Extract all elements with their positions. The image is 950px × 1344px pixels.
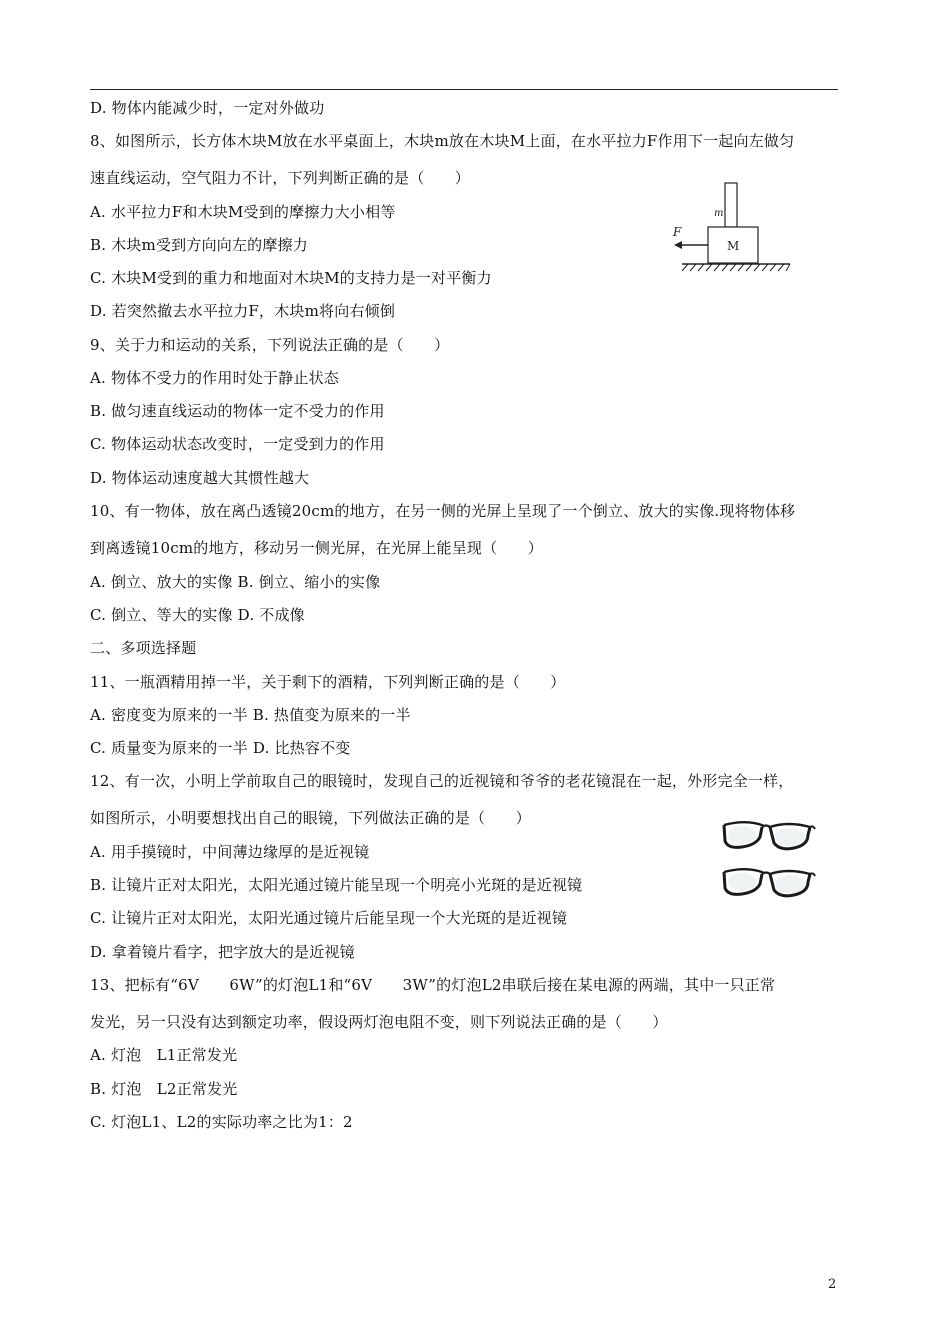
text-line: C. 物体运动状态改变时，一定受到力的作用: [90, 435, 385, 453]
force-arrowhead: [674, 241, 682, 249]
block-diagram: [668, 178, 794, 273]
label-m: m: [714, 208, 724, 219]
text-line: C. 木块M受到的重力和地面对木块M的支持力是一对平衡力: [90, 269, 492, 287]
text-line: D. 拿着镜片看字，把字放大的是近视镜: [90, 943, 355, 961]
text-line: A. 密度变为原来的一半 B. 热值变为原来的一半: [90, 706, 411, 724]
text-line: 12、有一次，小明上学前取自己的眼镜时，发现自己的近视镜和爷爷的老花镜混在一起，外形完全一样，: [90, 772, 794, 790]
text-line: D. 若突然撤去水平拉力F，木块m将向右倾倒: [90, 302, 396, 320]
text-line: 11、一瓶酒精用掉一半，关于剩下的酒精，下列判断正确的是（ ）: [90, 673, 566, 691]
text-line: 速直线运动，空气阻力不计，下列判断正确的是（ ）: [90, 169, 471, 187]
text-line: C. 让镜片正对太阳光，太阳光通过镜片后能呈现一个大光斑的是近视镜: [90, 909, 568, 927]
ground-hatching: [682, 264, 790, 271]
text-line: 到离透镜10cm的地方，移动另一侧光屏，在光屏上能呈现（ ）: [90, 539, 543, 557]
text-line: 13、把标有“6V 6W”的灯泡L1和“6V 3W”的灯泡L2串联后接在某电源的两端，其中一只正常: [90, 976, 776, 994]
small-block-m: [725, 183, 737, 227]
page-number: 2: [828, 1277, 837, 1292]
text-line: A. 灯泡 L1正常发光: [90, 1046, 238, 1064]
text-line: D. 物体内能减少时，一定对外做功: [90, 99, 325, 117]
text-line: 如图所示，小明要想找出自己的眼镜，下列做法正确的是（ ）: [90, 809, 531, 827]
text-line: D. 物体运动速度越大其惯性越大: [90, 469, 310, 487]
text-line: A. 倒立、放大的实像 B. 倒立、缩小的实像: [90, 573, 381, 591]
text-line: C. 质量变为原来的一半 D. 比热容不变: [90, 739, 351, 757]
text-line: B. 做匀速直线运动的物体一定不受力的作用: [90, 402, 385, 420]
glasses-icon: [718, 862, 816, 902]
section-heading: 二、多项选择题: [90, 639, 197, 657]
label-M: M: [727, 239, 740, 253]
glasses-icon: [718, 815, 816, 855]
text-line: C. 倒立、等大的实像 D. 不成像: [90, 606, 305, 624]
label-F: F: [673, 225, 682, 239]
text-line: B. 让镜片正对太阳光，太阳光通过镜片能呈现一个明亮小光斑的是近视镜: [90, 876, 583, 894]
text-line: C. 灯泡L1、L2的实际功率之比为1：2: [90, 1113, 353, 1131]
text-line: 9、关于力和运动的关系，下列说法正确的是（ ）: [90, 336, 450, 354]
text-line: B. 木块m受到方向向左的摩擦力: [90, 236, 308, 254]
text-line: 发光，另一只没有达到额定功率，假设两灯泡电阻不变，则下列说法正确的是（ ）: [90, 1013, 668, 1031]
text-line: 8、如图所示，长方体木块M放在水平桌面上，木块m放在木块M上面，在水平拉力F作用下一起向左做匀: [90, 132, 795, 150]
header-rule: [90, 89, 838, 90]
text-line: 10、有一物体，放在离凸透镜20cm的地方，在另一侧的光屏上呈现了一个倒立、放大的实像.现将物体移: [90, 502, 796, 520]
text-line: A. 用手摸镜时，中间薄边缘厚的是近视镜: [90, 843, 370, 861]
text-line: B. 灯泡 L2正常发光: [90, 1080, 238, 1098]
text-line: A. 水平拉力F和木块M受到的摩擦力大小相等: [90, 203, 396, 221]
text-line: A. 物体不受力的作用时处于静止状态: [90, 369, 339, 387]
